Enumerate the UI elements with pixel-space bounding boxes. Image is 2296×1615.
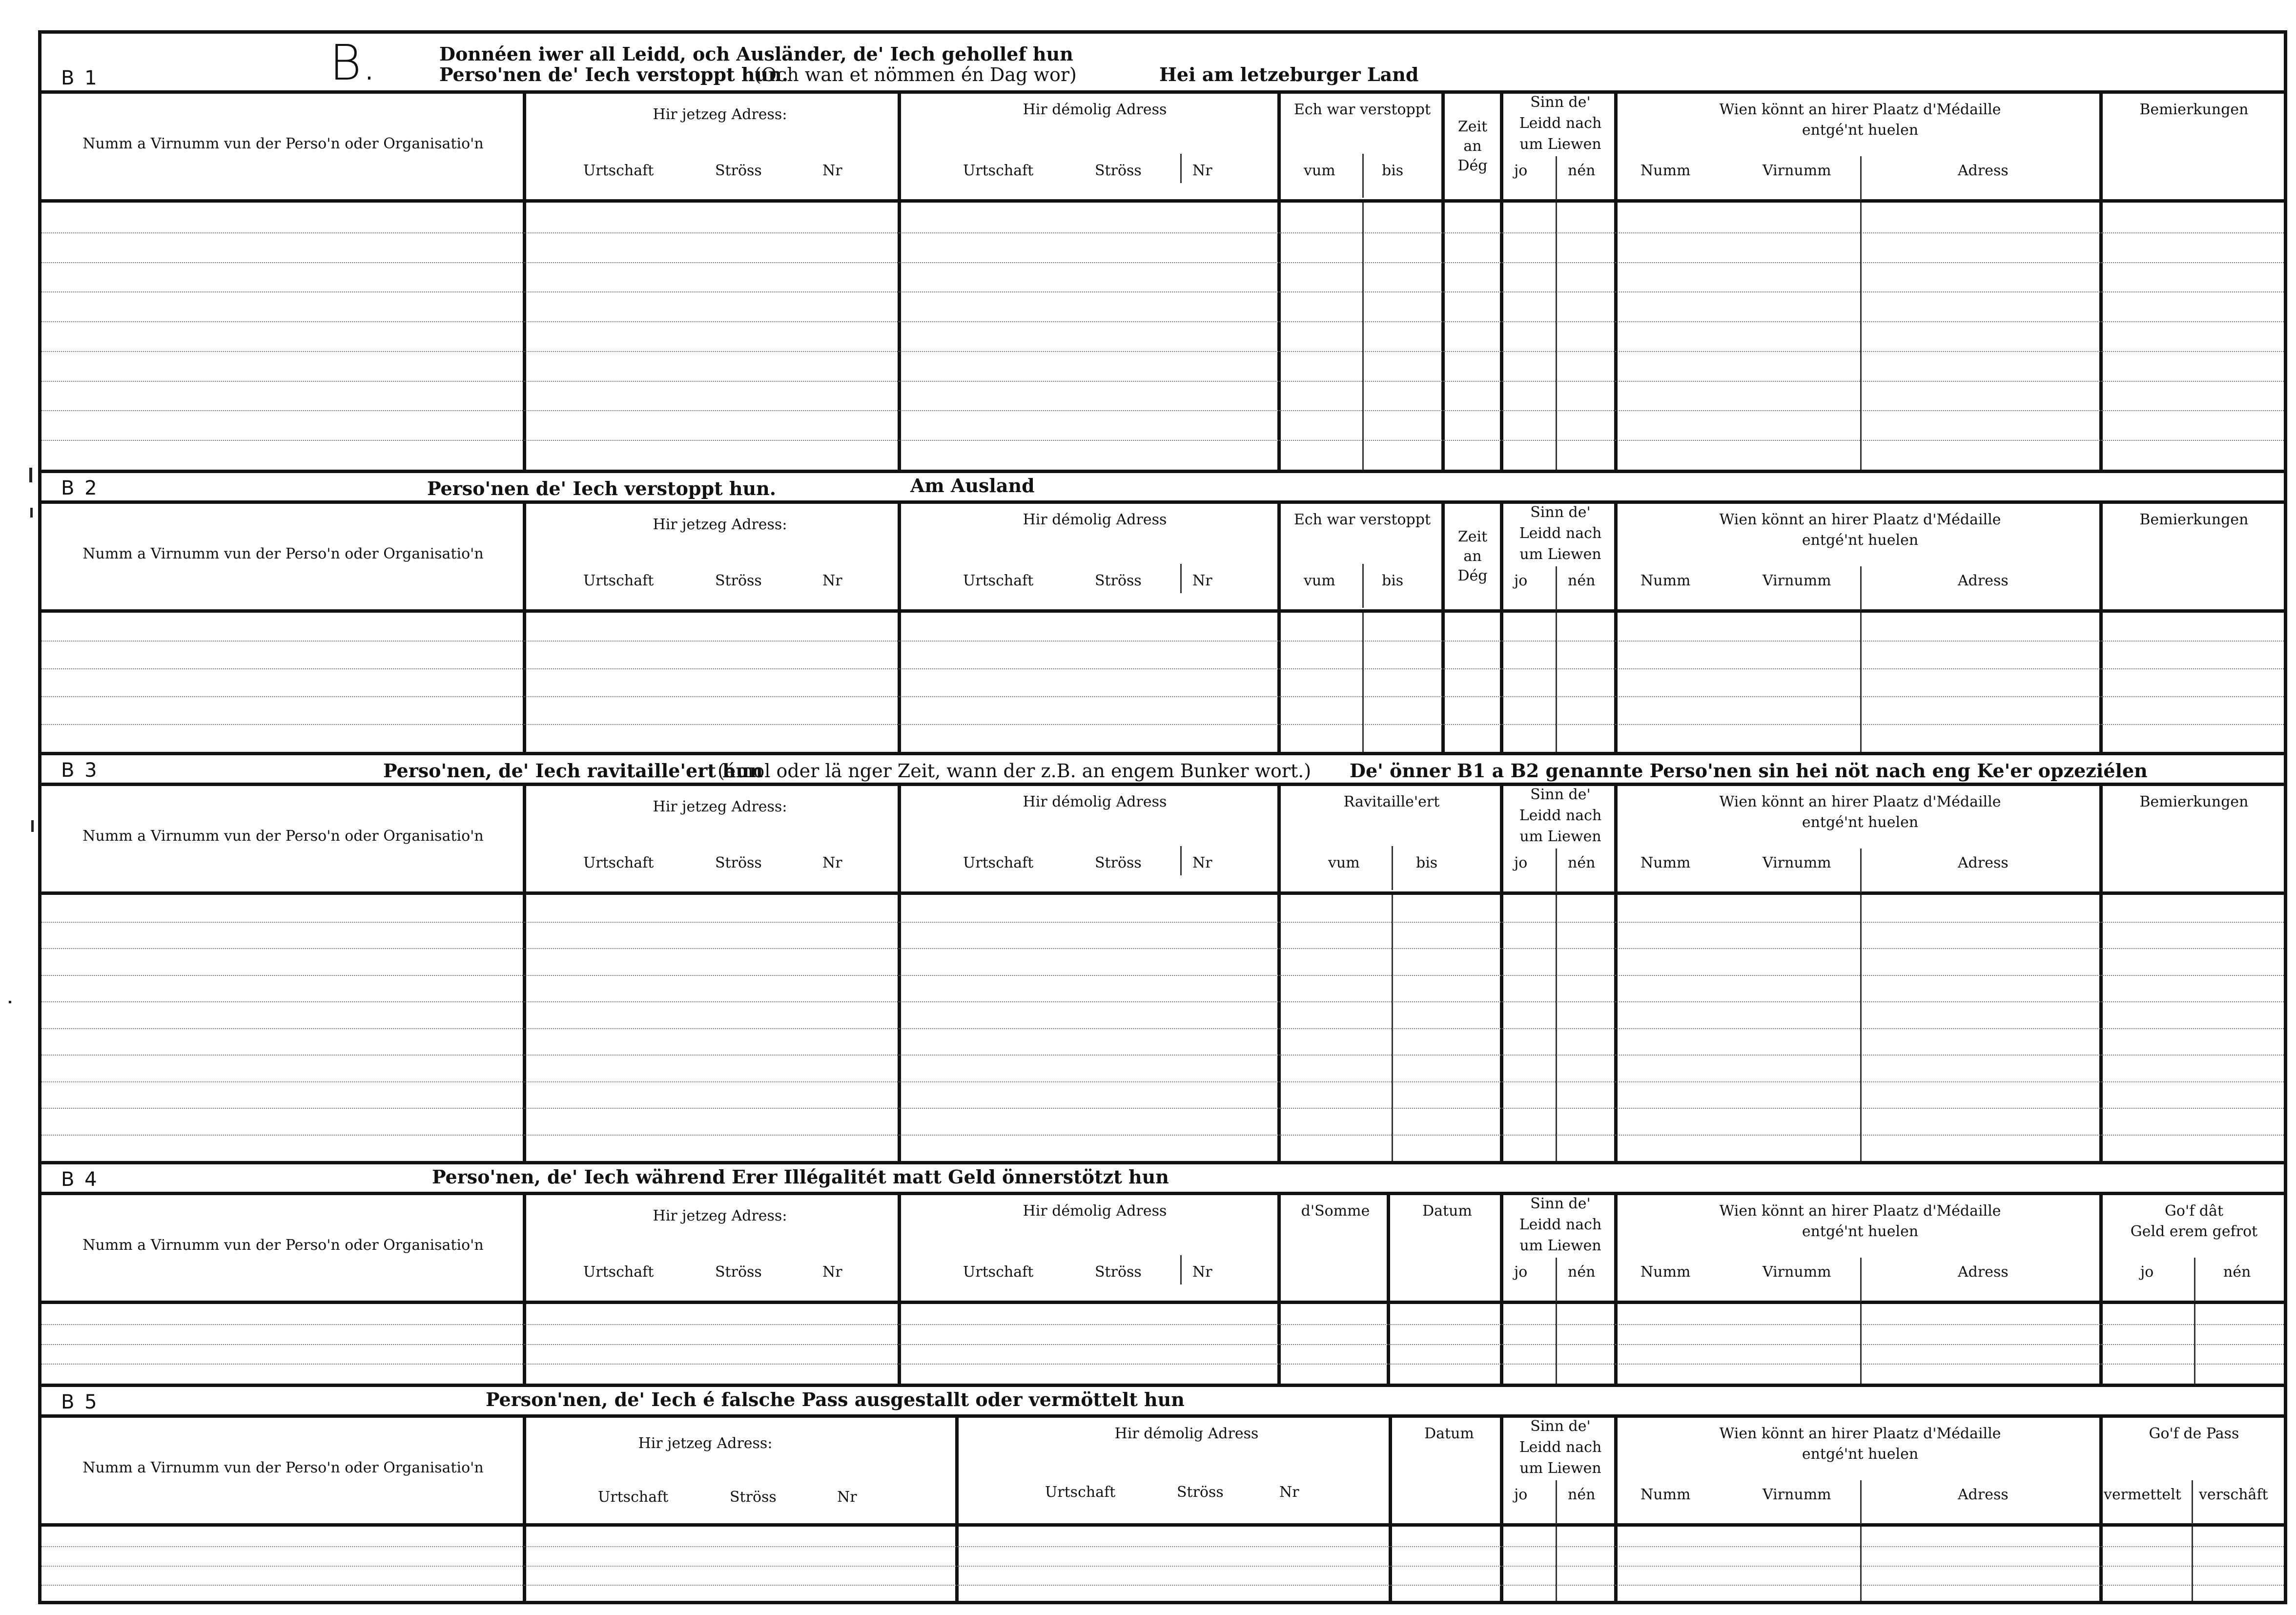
column-header-street: Ströss <box>715 162 762 179</box>
column-divider <box>2099 1192 2103 1301</box>
section-title: Donnéen iwer all Leidd, och Ausländer, de' Iech gehollef hun <box>439 43 1073 65</box>
column-header-former-address: Hir démolig Adress <box>1023 1202 1167 1220</box>
column-header-street: Ströss <box>1095 854 1142 871</box>
column-header-to: bis <box>1382 572 1404 589</box>
row-line <box>41 232 2284 233</box>
column-header-street: Ströss <box>1095 572 1142 589</box>
column-header-town: Urtschaft <box>963 572 1034 589</box>
column-divider <box>898 90 901 199</box>
column-header-town: Urtschaft <box>598 1489 669 1506</box>
subdivider <box>1860 566 1862 610</box>
row-line <box>41 351 2284 352</box>
row-line <box>41 1081 2284 1082</box>
row-line <box>41 291 2284 292</box>
subdivider <box>1556 849 1557 892</box>
column-header-to: bis <box>1416 854 1438 871</box>
column-header-hidden: Ech war verstoppt <box>1293 511 1431 528</box>
form-letter: B. <box>329 34 377 91</box>
column-header-surname: Numm <box>1640 1263 1691 1281</box>
subdivider <box>1860 849 1862 892</box>
section-b3 <box>38 752 2287 1161</box>
column-header-number: Nr <box>822 162 842 179</box>
subdivider <box>1556 1480 1557 1524</box>
section-title: Perso'nen, de' Iech ravitaille'ert hun <box>383 760 763 782</box>
row-line <box>41 641 2284 642</box>
section-code: B 4 <box>61 1168 99 1191</box>
column-header-number: Nr <box>1192 854 1212 871</box>
section-title: Perso'nen de' Iech verstoppt hun. <box>427 477 776 499</box>
column-header-pass-issued: vermettelt <box>2104 1486 2181 1503</box>
row-line <box>41 668 2284 669</box>
column-header-number: Nr <box>822 572 842 589</box>
section-place: Hei am letzeburger Land <box>1159 63 1419 85</box>
section-code: B 5 <box>61 1391 99 1413</box>
column-header-life: um Liewen <box>1519 136 1601 153</box>
entry-rows <box>41 203 2284 470</box>
subdivider <box>1362 154 1364 198</box>
subdivider <box>1860 203 1862 470</box>
section-b5-header <box>41 1384 2284 1418</box>
column-divider <box>1277 613 1281 752</box>
column-header-town: Urtschaft <box>963 162 1034 179</box>
column-divider <box>2099 90 2103 199</box>
column-header-medal: Wien könnt an hirer Plaatz d'Médaille <box>1719 101 2001 118</box>
section-note: De' önner B1 a B2 genannte Perso'nen sin hei nöt nach eng Ke'er opzeziélen <box>1350 760 2148 782</box>
section-b5 <box>38 1384 2287 1604</box>
column-header-medal: Wien könnt an hirer Plaatz d'Médaille <box>1719 1425 2001 1442</box>
column-divider <box>523 613 526 752</box>
section-b1-header <box>41 30 2284 94</box>
column-header-surname: Numm <box>1640 854 1691 871</box>
column-header-life: Sinn de' <box>1530 1418 1591 1435</box>
row-line <box>41 321 2284 322</box>
subdivider <box>1556 156 1557 200</box>
column-header-former-address: Hir démolig Adress <box>1023 793 1167 810</box>
row-line <box>41 1028 2284 1029</box>
column-divider <box>898 500 901 609</box>
column-header-medal: Wien könnt an hirer Plaatz d'Médaille <box>1719 793 2001 810</box>
column-header-town: Urtschaft <box>963 854 1034 871</box>
column-header-name: Numm a Virnumm vun der Perso'n oder Organisatio'n <box>82 1237 484 1254</box>
column-header-firstname: Virnumm <box>1763 162 1831 179</box>
section-b2-header <box>41 470 2284 504</box>
column-header-days: Zeit <box>1457 528 1488 545</box>
column-divider <box>523 500 526 609</box>
column-header-amount: d'Somme <box>1301 1202 1370 1220</box>
column-divider <box>898 1192 901 1301</box>
column-header-no: nén <box>1568 572 1596 589</box>
column-header-no: nén <box>1568 162 1596 179</box>
column-header-medal: entgé'nt huelen <box>1802 1446 1919 1463</box>
column-divider <box>898 613 901 752</box>
subdivider <box>1556 613 1557 752</box>
column-header-address: Adress <box>1958 162 2009 179</box>
column-header-life: Sinn de' <box>1530 504 1591 521</box>
subdivider <box>1556 1258 1557 1302</box>
column-divider <box>1500 783 1503 891</box>
column-header-surname: Numm <box>1640 162 1691 179</box>
row-line <box>41 1546 2284 1547</box>
column-divider <box>523 1414 526 1523</box>
column-header-firstname: Virnumm <box>1763 854 1831 871</box>
column-header-medal: entgé'nt huelen <box>1802 532 1919 549</box>
column-header-medal: entgé'nt huelen <box>1802 814 1919 831</box>
column-divider <box>1614 1192 1618 1301</box>
column-divider <box>1277 90 1281 199</box>
column-header-current-address: Hir jetzeg Adress: <box>653 1207 787 1224</box>
column-header-life: um Liewen <box>1519 828 1601 845</box>
column-header-current-address: Hir jetzeg Adress: <box>638 1435 773 1452</box>
column-header-life: Leidd nach <box>1519 807 1602 824</box>
column-header-yes: jo <box>2140 1263 2154 1281</box>
row-line <box>41 724 2284 725</box>
section-place: Am Ausland <box>910 475 1035 497</box>
column-header-life: Leidd nach <box>1519 525 1602 542</box>
subdivider <box>1180 564 1182 593</box>
column-divider <box>523 783 526 891</box>
section-note: (émol oder lä nger Zeit, wann der z.B. an engem Bunker wort.) <box>718 760 1312 782</box>
column-header-medal: entgé'nt huelen <box>1802 122 1919 139</box>
column-header-days: Dég <box>1457 567 1488 584</box>
column-header-number: Nr <box>1192 572 1212 589</box>
column-header-life: um Liewen <box>1519 1460 1601 1477</box>
column-header-medal: Wien könnt an hirer Plaatz d'Médaille <box>1719 511 2001 528</box>
column-header-remarks: Bemierkungen <box>2139 793 2249 810</box>
column-divider <box>1277 500 1281 609</box>
column-divider <box>898 783 901 891</box>
row-line <box>41 975 2284 976</box>
subdivider <box>1556 203 1557 470</box>
column-header-street: Ströss <box>1095 1263 1142 1281</box>
column-header-from: vum <box>1328 854 1360 871</box>
subdivider <box>1860 1480 1862 1524</box>
column-divider <box>955 1527 959 1601</box>
column-header-life: um Liewen <box>1519 546 1601 563</box>
column-header-number: Nr <box>822 1263 842 1281</box>
column-header-date: Datum <box>1422 1202 1472 1220</box>
column-divider <box>1389 1414 1392 1523</box>
column-divider <box>2099 500 2103 609</box>
column-header-current-address: Hir jetzeg Adress: <box>653 516 787 533</box>
subdivider <box>1392 846 1393 890</box>
column-divider <box>523 203 526 470</box>
row-line <box>41 440 2284 441</box>
column-divider <box>1277 203 1281 470</box>
row-line <box>41 1344 2284 1345</box>
column-header-row <box>41 783 2284 895</box>
row-line <box>41 1585 2284 1586</box>
row-line <box>41 1566 2284 1567</box>
column-header-address: Adress <box>1958 572 2009 589</box>
column-header-life: um Liewen <box>1519 1237 1601 1254</box>
column-header-row <box>41 1192 2284 1304</box>
column-divider <box>1277 783 1281 891</box>
column-divider <box>955 1414 959 1523</box>
column-header-yes: jo <box>1514 1486 1528 1503</box>
section-b3-header <box>41 752 2284 786</box>
subdivider <box>2192 1480 2193 1524</box>
entry-rows <box>41 895 2284 1161</box>
column-header-no: nén <box>1568 1263 1596 1281</box>
column-divider <box>1441 90 1445 199</box>
column-header-yes: jo <box>1514 854 1528 871</box>
column-header-from: vum <box>1304 162 1335 179</box>
column-divider <box>1614 90 1618 199</box>
entry-rows <box>41 613 2284 752</box>
column-header-firstname: Virnumm <box>1763 572 1831 589</box>
margin-mark <box>29 468 32 482</box>
column-header-yes: jo <box>1514 1263 1528 1281</box>
subdivider <box>1180 154 1182 183</box>
row-line <box>41 696 2284 697</box>
subdivider <box>1556 1527 1557 1601</box>
column-header-remarks: Bemierkungen <box>2139 511 2249 528</box>
column-divider <box>1614 500 1618 609</box>
margin-mark <box>9 1001 11 1003</box>
section-b4 <box>38 1161 2287 1384</box>
column-divider <box>1500 1414 1503 1523</box>
section-b4-header <box>41 1161 2284 1195</box>
column-header-days: Dég <box>1457 157 1488 174</box>
column-header-firstname: Virnumm <box>1763 1263 1831 1281</box>
column-divider <box>523 1192 526 1301</box>
column-header-life: Leidd nach <box>1519 1216 1602 1233</box>
entry-rows <box>41 1304 2284 1384</box>
column-header-row <box>41 90 2284 203</box>
column-header-pass: Go'f de Pass <box>2149 1425 2239 1442</box>
column-header-street: Ströss <box>715 854 762 871</box>
column-header-money-asked: Go'f dât <box>2164 1202 2224 1220</box>
column-header-firstname: Virnumm <box>1763 1486 1831 1503</box>
column-divider <box>523 1527 526 1601</box>
column-header-former-address: Hir démolig Adress <box>1023 101 1167 118</box>
column-header-town: Urtschaft <box>583 1263 654 1281</box>
column-header-to: bis <box>1382 162 1404 179</box>
section-b2 <box>38 470 2287 752</box>
column-header-no: nén <box>1568 854 1596 871</box>
column-divider <box>1614 613 1618 752</box>
column-header-address: Adress <box>1958 1486 2009 1503</box>
column-header-row <box>41 1414 2284 1527</box>
column-header-street: Ströss <box>715 572 762 589</box>
column-header-pass-obtained: verschâft <box>2199 1486 2268 1503</box>
section-b1 <box>38 30 2287 470</box>
column-header-street: Ströss <box>730 1489 777 1506</box>
column-header-life: Leidd nach <box>1519 115 1602 132</box>
subdivider <box>1860 613 1862 752</box>
column-divider <box>1500 90 1503 199</box>
margin-mark <box>31 820 34 832</box>
column-header-remarks: Bemierkungen <box>2139 101 2249 118</box>
margin-mark <box>30 508 33 518</box>
section-code: B 2 <box>61 477 99 499</box>
row-line <box>41 1108 2284 1109</box>
column-header-no: nén <box>2223 1263 2251 1281</box>
column-header-medal: entgé'nt huelen <box>1802 1223 1919 1240</box>
column-header-money-asked: Geld erem gefrot <box>2130 1223 2258 1240</box>
subdivider <box>1180 846 1182 875</box>
column-divider <box>1614 203 1618 470</box>
column-divider <box>2099 203 2103 470</box>
column-header-date: Datum <box>1424 1425 1474 1442</box>
column-divider <box>2099 1527 2103 1601</box>
subdivider <box>1362 613 1364 752</box>
column-header-life: Sinn de' <box>1530 786 1591 803</box>
subdivider <box>1860 1258 1862 1302</box>
column-header-yes: jo <box>1514 162 1528 179</box>
section-code: B 1 <box>61 67 99 89</box>
column-header-number: Nr <box>1192 1263 1212 1281</box>
column-divider <box>1441 613 1445 752</box>
row-line <box>41 410 2284 411</box>
row-line <box>41 1055 2284 1056</box>
subdivider <box>1556 566 1557 610</box>
row-line <box>41 1364 2284 1365</box>
column-divider <box>1500 613 1503 752</box>
column-header-life: Sinn de' <box>1530 94 1591 111</box>
column-header-number: Nr <box>1192 162 1212 179</box>
column-divider <box>1500 1192 1503 1301</box>
column-divider <box>1387 1192 1390 1301</box>
column-divider <box>523 90 526 199</box>
column-header-street: Ströss <box>1095 162 1142 179</box>
column-divider <box>898 203 901 470</box>
column-header-address: Adress <box>1958 854 2009 871</box>
subdivider <box>1362 203 1364 470</box>
column-header-street: Ströss <box>715 1263 762 1281</box>
section-title: Perso'nen, de' Iech während Erer Illégalitét matt Geld önnerstötzt hun <box>432 1166 1169 1188</box>
column-header-name: Numm a Virnumm vun der Perso'n oder Organisatio'n <box>82 135 484 152</box>
column-header-from: vum <box>1304 572 1335 589</box>
column-divider <box>1500 203 1503 470</box>
column-header-hidden: Ech war verstoppt <box>1293 101 1431 118</box>
column-divider <box>1614 1414 1618 1523</box>
column-header-street: Ströss <box>1177 1484 1224 1501</box>
column-divider <box>1441 500 1445 609</box>
column-header-town: Urtschaft <box>583 854 654 871</box>
column-header-yes: jo <box>1514 572 1528 589</box>
row-line <box>41 1001 2284 1002</box>
subdivider <box>1362 564 1364 608</box>
column-header-former-address: Hir démolig Adress <box>1023 511 1167 528</box>
column-divider <box>1441 203 1445 470</box>
row-line <box>41 948 2284 949</box>
row-line <box>41 922 2284 923</box>
column-header-medal: Wien könnt an hirer Plaatz d'Médaille <box>1719 1202 2001 1220</box>
column-header-number: Nr <box>1279 1484 1299 1501</box>
column-divider <box>1389 1527 1392 1601</box>
section-code: B 3 <box>61 759 99 782</box>
column-header-town: Urtschaft <box>1045 1484 1116 1501</box>
row-line <box>41 262 2284 263</box>
column-header-address: Adress <box>1958 1263 2009 1281</box>
column-header-surname: Numm <box>1640 572 1691 589</box>
column-header-town: Urtschaft <box>583 162 654 179</box>
column-divider <box>1614 1527 1618 1601</box>
column-header-life: Leidd nach <box>1519 1439 1602 1456</box>
column-divider <box>1277 1192 1281 1301</box>
row-line <box>41 1135 2284 1136</box>
row-line <box>41 381 2284 382</box>
column-header-name: Numm a Virnumm vun der Perso'n oder Organisatio'n <box>82 545 484 562</box>
column-header-town: Urtschaft <box>583 572 654 589</box>
column-header-current-address: Hir jetzeg Adress: <box>653 106 787 123</box>
column-header-number: Nr <box>837 1489 857 1506</box>
section-title: Perso'nen de' Iech verstoppt hun. <box>439 63 788 85</box>
subdivider <box>1860 156 1862 200</box>
column-divider <box>2099 1414 2103 1523</box>
column-header-number: Nr <box>822 854 842 871</box>
column-divider <box>2099 783 2103 891</box>
column-divider <box>1614 783 1618 891</box>
subdivider <box>1180 1255 1182 1284</box>
column-header-life: Sinn de' <box>1530 1195 1591 1212</box>
subdivider <box>2192 1527 2193 1601</box>
column-header-town: Urtschaft <box>963 1263 1034 1281</box>
column-divider <box>1500 500 1503 609</box>
column-divider <box>2099 613 2103 752</box>
column-header-days: an <box>1463 548 1482 565</box>
column-header-surname: Numm <box>1640 1486 1691 1503</box>
column-header-days: an <box>1463 138 1482 155</box>
column-header-name: Numm a Virnumm vun der Perso'n oder Organisatio'n <box>82 1459 484 1476</box>
subdivider <box>1860 1527 1862 1601</box>
section-note: (Och wan et nömmen én Dag wor) <box>754 64 1077 85</box>
section-title: Person'nen, de' Iech é falsche Pass ausgestallt oder vermöttelt hun <box>486 1388 1185 1410</box>
row-line <box>41 1324 2284 1325</box>
column-header-days: Zeit <box>1457 118 1488 135</box>
column-header-current-address: Hir jetzeg Adress: <box>653 798 787 815</box>
entry-rows <box>41 1527 2284 1601</box>
subdivider <box>2194 1258 2195 1302</box>
column-divider <box>1500 1527 1503 1601</box>
column-header-name: Numm a Virnumm vun der Perso'n oder Organisatio'n <box>82 828 484 845</box>
column-header-former-address: Hir démolig Adress <box>1114 1425 1259 1442</box>
column-header-no: nén <box>1568 1486 1596 1503</box>
column-header-supplied: Ravitaille'ert <box>1343 793 1440 810</box>
column-header-row <box>41 500 2284 613</box>
